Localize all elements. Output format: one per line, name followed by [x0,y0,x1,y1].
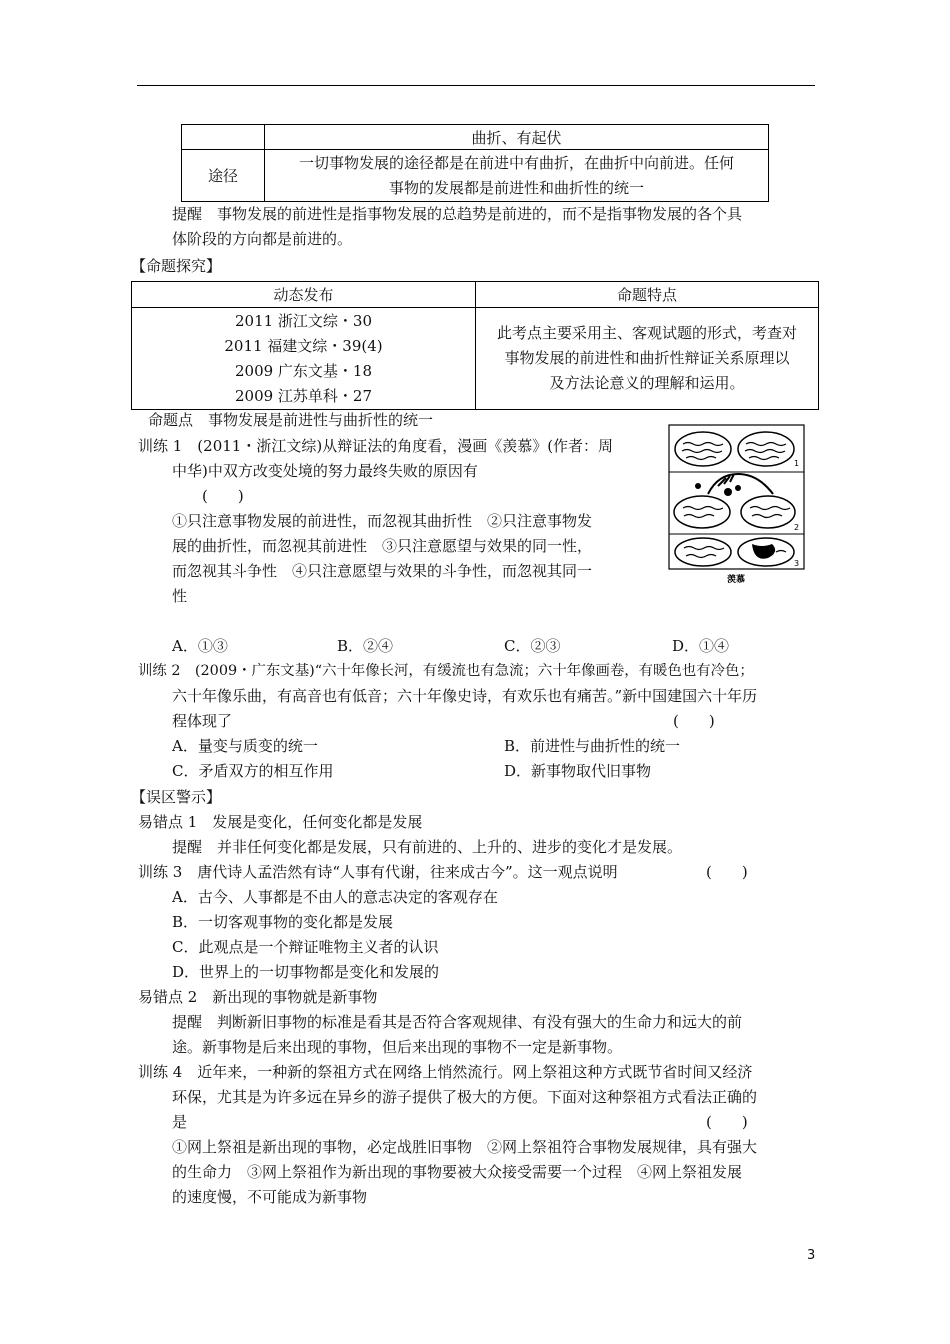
cell-line: 此考点主要采用主、客观试题的形式，考查对 [496,324,797,342]
question-line: 六十年像乐曲，有高音也有低音；六十年像史诗，有欢乐也有痛苦。”新中国建国六十年历 [172,687,758,705]
answer-bracket: ( ) [673,712,715,730]
question-line: 训练 4 近年来，一种新的祭祖方式在网络上悄然流行。网上祭祖这种方式既节省时间又经济 [138,1063,753,1081]
option-d: D．新事物取代旧事物 [504,762,652,780]
option-b: B．前进性与曲折性的统一 [504,737,681,755]
question-line: 训练 1 (2011・浙江文综)从辩证法的角度看，漫画《羡慕》(作者：周 [138,437,614,455]
answer-bracket: ( ) [706,863,748,881]
cartoon-image [668,424,805,586]
table-cell [265,150,769,202]
tip-line: 提醒 并非任何变化都是发展，只有前进的、上升的、进步的变化才是发展。 [172,838,683,856]
question-line: 程体现了 [172,712,233,730]
option-b: B．一切客观事物的变化都是发展 [172,913,394,931]
question-line: 而忽视其斗争性 ④只注意愿望与效果的斗争性，而忽视其同一 [172,562,593,580]
tip-line: 提醒 事物发展的前进性是指事物发展的总趋势是前进的，而不是指事物发展的各个具 [172,205,743,223]
panel-number: 3 [794,559,800,568]
question-line: 环保，尤其是为许多远在异乡的游子提供了极大的方便。下面对这种祭祖方式看法正确的 [172,1088,758,1106]
question-line: 是 [172,1113,188,1131]
question-line: 性 [172,587,188,605]
section-heading: 【误区警示】 [131,788,222,806]
option-a: A．古今、人事都是不由人的意志决定的客观存在 [172,888,498,906]
table-cell [132,308,476,410]
error-point: 易错点 1 发展是变化，任何变化都是发展 [138,813,423,831]
error-point: 易错点 2 新出现的事物就是新事物 [138,988,378,1006]
table-cell-empty [182,125,265,150]
cell-line: 2011 福建文综・39(4) [224,336,383,355]
option-d: D．①④ [672,637,730,655]
cell-line: 2009 广东文基・18 [234,361,373,380]
cell-line: 事物发展的前进性和曲折性辩证关系原理以 [504,349,790,367]
option-a: A．量变与质变的统一 [172,737,318,755]
page-number: 3 [807,1248,816,1263]
option-c: C．②③ [504,637,561,655]
option-a: A．①③ [172,637,228,655]
question-line: 训练 2 (2009・广东文基)“六十年像长河，有缓流也有急流；六十年像画卷，有暖色也有冷色； [138,663,754,679]
question-line: 展的曲折性，而忽视其前进性 ③只注意愿望与效果的同一性， [172,537,593,555]
table-header: 动态发布 [132,282,476,308]
table-cell-label: 途径 [182,150,265,202]
cell-line: 2009 江苏单科・27 [234,386,373,405]
option-c: C．此观点是一个辩证唯物主义者的认识 [172,938,439,956]
table-cell [476,308,819,410]
table-cell: 曲折、有起伏 [265,125,769,150]
answer-bracket: ( ) [202,487,244,505]
cell-line: 事物的发展都是前进性和曲折性的统一 [388,178,644,197]
question-line: ①只注意事物发展的前进性，而忽视其曲折性 ②只注意事物发 [172,512,593,530]
question-line: 的生命力 ③网上祭祖作为新出现的事物要被大众接受需要一个过程 ④网上祭祖发展 [172,1163,743,1181]
tip-line: 提醒 判断新旧事物的标准是看其是否符合客观规律、有没有强大的生命力和远大的前 [172,1013,743,1031]
section-heading: 【命题探究】 [131,257,222,275]
exam-table [131,281,819,410]
cartoon-caption: 羡慕 [726,575,746,585]
table-header: 命题特点 [476,282,819,308]
tip-line: 体阶段的方向都是前进的。 [172,230,353,248]
question-line: 训练 3 唐代诗人孟浩然有诗“人事有代谢，往来成古今”。这一观点说明 [138,863,618,881]
cell-line: 及方法论意义的理解和运用。 [549,374,745,392]
option-b: B．②④ [337,637,394,655]
panel-number: 2 [794,523,800,532]
option-c: C．矛盾双方的相互作用 [172,762,334,780]
topic-point: 命题点 事物发展是前进性与曲折性的统一 [148,411,434,429]
option-d: D．世界上的一切事物都是变化和发展的 [172,963,440,981]
question-line: 的速度慢，不可能成为新事物 [172,1188,368,1206]
answer-bracket: ( ) [706,1113,748,1131]
cell-line: 2011 浙江文综・30 [234,311,373,330]
tip-line: 途。新事物是后来出现的事物，但后来出现的事物不一定是新事物。 [172,1038,623,1056]
question-line: 中华)中双方改变处境的努力最终失败的原因有 [172,462,478,480]
panel-number: 1 [794,459,800,468]
question-line: ①网上祭祖是新出现的事物，必定战胜旧事物 ②网上祭祖符合事物发展规律，具有强大 [172,1138,758,1156]
header-rule [137,85,815,86]
cell-line: 一切事物发展的途径都是在前进中有曲折，在曲折中向前进。任何 [298,153,734,172]
path-table [181,124,769,202]
